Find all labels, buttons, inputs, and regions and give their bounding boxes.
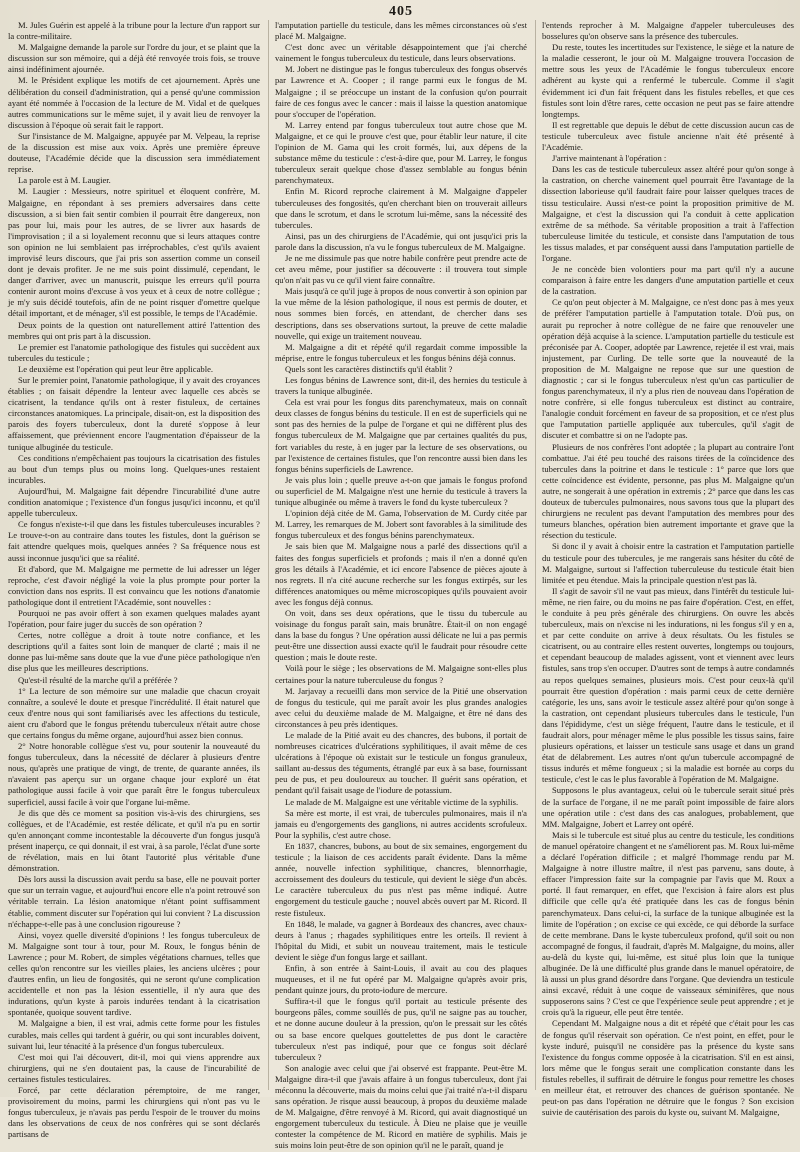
article-paragraph: Quels sont les caractères distinctifs qu'il établit ?	[285, 363, 453, 374]
article-paragraph: Suffira-t-il que le fongus qu'il portait au testicule présente des bourgeons pâles, comme souillés de pus, qu'il ne saigne pas au toucher, et ne donne aucune douleur à la pression, qu'on le pressait sur les côtés ou sa base encore quelques gouttelettes de pus dont le caractère tuberculeux n'est pas indiqué, pour que ce fongus soit déclaré tuberculeux ?	[275, 996, 527, 1062]
article-paragraph: 2° Notre honorable collègue s'est vu, pour soutenir la nouveauté du fongus tuberculeux, dans la nécessité de déclarer à plusieurs d'entre nous, qu'après une pratique de vingt, de trente, de quarante années, ils n'avaient pas aperçu sur un organe chaque jour exploré un état pathologique aussi facile à voir que paraît être le fongus tuberculeux superficiel, aussi facile à voir que l'organe lui-même.	[8, 741, 260, 807]
article-paragraph: C'est donc avec un véritable désappointement que j'ai cherché vainement le fongus tuberculeux du testicule, dans leurs observations.	[275, 42, 527, 64]
article-paragraph: Aujourd'hui, M. Malgaigne fait dépendre l'incurabilité d'une autre condition anatomique ; l'existence d'un fongus jusqu'ici inconnu, et qu'il appelle tuberculeux.	[8, 485, 260, 519]
article-paragraph: Le deuxième est l'opération qui peut leur être applicable.	[18, 363, 214, 374]
article-paragraph: l'amputation partielle du testicule, dans les mêmes circonstances où s'est placé M. Malgaigne.	[275, 20, 527, 42]
article-paragraph: Sa mère est morte, il est vrai, de tubercules pulmonaires, mais il n'a jamais eu d'engorgements des ganglions, ni autres accidents scrofuleux. Pour la syphilis, c'est autre chose.	[275, 807, 527, 840]
article-paragraph: Pourquoi ne pas avoir offert à son examen quelques malades ayant l'opération, pour faire juger du succès de son opération ?	[8, 607, 260, 630]
article-paragraph: 1° La lecture de son mémoire sur une maladie que chacun croyait connaître, a soulevé le doute et presque l'incrédulité. Il était naturel que ceux d'entre nous qui sont familiarisés avec les affections du testicule, aient cru d'abord que le fongus prétendu tuberculeux n'était autre chose que certains fongus du même organe, aujourd'hui assez bien connus.	[8, 685, 260, 740]
article-paragraph: En 1848, le malade, va gagner à Bordeaux des chancres, avec chaux-deurs à l'anus ; rhagades syphilitiques entre les orteils. Il revient à l'hôpital du Midi, et subit un nouveau traitement, mais le testicule devient le siège d'un fongus large et saillant.	[275, 918, 527, 962]
article-paragraph: Enfin M. Ricord reproche clairement à M. Malgaigne d'appeler tuberculeuses des fongosités, qu'en cherchant bien on trouverait ailleurs que dans le scrotum, et dans le scrotum lui-même, sans la nécessité des tubercules.	[275, 186, 527, 230]
article-paragraph: Voilà pour le siège ; les observations de M. Malgaigne sont-elles plus certaines pour la nature tuberculeuse du fongus ?	[275, 663, 527, 685]
article-paragraph: Certes, notre collègue a droit à toute notre confiance, et les descriptions qu'il a faites sont loin de manquer de clarté ; mais il ne donne pas lui-même sans doute que la vue d'une pièce pathologique n'en dise plus que les meilleures descriptions.	[8, 630, 260, 674]
article-paragraph: Ces conditions n'empêchaient pas toujours la cicatrisation des fistules au bout d'un temps plus ou moins long. Quelques-unes restaient incurables.	[8, 452, 260, 485]
article-paragraph: Ainsi, voyez quelle diversité d'opinions ! les fongus tuberculeux de M. Malgaigne sont tour à tour, pour M. Roux, le fongus bénin de Lawrence ; pour M. Robert, de simples végétations charnues, telles que celles qu'on rencontre sur les vieilles plaies, les anciens ulcères ; pour d'autres enfin, un lieu de fongosités, qui ne seront qu'une complication accidentelle et non pas la lésion essentielle, il n'y aura que des indurations, qu'un kyste à parois indurées tendant à la cicatrisation spontanée, quoique souvent tardive.	[8, 929, 260, 1018]
article-paragraph: Le premier est l'anatomie pathologique des fistules qui succèdent aux tubercules du testicule ;	[8, 341, 260, 363]
article-paragraph: Du reste, toutes les incertitudes sur l'existence, le siège et la nature de la maladie cesseront, le jour où M. Malgaigne trouvera l'occasion de mettre sous les yeux de l'Académie le fongus tuberculeux encore adhérent au kyste qui a renfermé le tubercule. Comme il s'agit évidemment ici d'un fait fréquent dans les fistules rebelles, et que ces fistules sont loin d'être rares, cette occasion ne peut pas se faire attendre longtemps.	[542, 42, 794, 119]
article-paragraph: Sur l'insistance de M. Malgaigne, appuyée par M. Velpeau, la reprise de la discussion est mise aux voix. Après une première épreuve douteuse, l'Académie décide que la discussion sera immédiatement reprise.	[8, 130, 260, 175]
article-paragraph: Forcé, par cette déclaration péremptoire, de me ranger, provisoirement du moins, parmi les chirurgiens qui n'ont pas vu le fongus tuberculeux, je n'avais pas perdu l'espoir de le trouver du moins dans les observations de ceux de nos confrères qui se sont déclarés partisans de	[8, 1085, 260, 1140]
article-paragraph: Je ne concède bien volontiers pour ma part qu'il n'y a aucune comparaison à faire entre les dangers d'une amputation partielle et ceux de la castration.	[542, 264, 794, 297]
text-column-1	[8, 20, 260, 1140]
article-paragraph: En 1837, chancres, bubons, au bout de six semaines, engorgement du testicule ; la liaison de ces accidents paraît évidente. Dans la même année, nouvelle infection syphilitique, chancres, blennorrhagie, accroissement des douleurs du testicule, qui devient le siège d'un abcès. Le caractère tuberculeux du pus n'est pas même indiqué. Autre engorgement du testicule gauche ; nouvel abcès ouvert par M. Ricord. Il reste fistuleux.	[275, 840, 527, 918]
article-paragraph: Sur le premier point, l'anatomie pathologique, il y avait des croyances établies ; on faisait dépendre la lenteur avec laquelle ces abcès se cicatrisent, la tendance qu'ils ont à rester fistuleux, de certaines circonstances anatomiques. La principale, disait-on, est la disposition des parois des foyers tuberculeux, dont la dureté s'oppose à leur affaissement, que préviennent encore l'augmentation d'épaisseur de la tunique albuginée du testicule.	[8, 375, 260, 452]
article-paragraph: Deux points de la question ont naturellement attiré l'attention des membres qui ont pris part à la discussion.	[8, 319, 260, 341]
article-paragraph: M. Jobert ne distingue pas le fongus tuberculeux des fongus observés par Lawrence et A. Cooper ; il range parmi eux le fongus de M. Malgaigne ; il se préoccupe un instant de la confusion qu'on pourrait faire de ces fongus avec le cancer : mais il laisse la question anatomique pour s'occuper de l'opération.	[275, 64, 527, 119]
article-paragraph: M. Jarjavay a recueilli dans mon service de la Pitié une observation de fongus du testicule, qui me paraît avoir les plus grandes analogies avec celui du deuxième malade de M. Malgaigne, et être né dans des circonstances à peu près identiques.	[275, 685, 527, 729]
article-paragraph: Son analogie avec celui que j'ai observé est frappante. Peut-être M. Malgaigne dira-t-il que j'avais affaire à un fongus tuberculeux, dont j'ai méconnu la découverte, mais du moins celui que j'ai traité n'a-t-il disparu sans opération. Je risque aussi beaucoup, à propos du deuxième malade de M. Malgaigne, d'être renvoyé à M. Ricord, qui avait diagnostiqué un engorgement tuberculeux du testicule. À Dieu ne plaise que je veuille contester la compétence de M. Ricord en matière de syphilis. Mais je suis moins loin peut-être de son opinion qu'il ne le paraît, quand je	[275, 1062, 527, 1151]
article-paragraph: Si donc il y avait à choisir entre la castration et l'amputation partielle du testicule pour des tubercules, je me rangerais sans hésiter du côté de M. Malgaigne, surtout si l'affection tuberculeuse du testicule était bien limitée et peu étendue. Mais la principale question n'est pas là.	[542, 541, 794, 585]
article-paragraph: Je sais bien que M. Malgaigne nous a parlé des dissections qu'il a faites des fongus superficiels et profonds ; mais il n'en a donné qu'en gros les détails à l'Académie, et ici encore l'absence de pièces ajoute à nos regrets. Il n'a cité aucune recherche sur les fongus extirpés, sur les différences anatomiques ou même microscopiques qu'ils pouvaient avoir avec les fongus déjà connus.	[275, 541, 527, 607]
article-paragraph: Les fongus bénins de Lawrence sont, dit-il, des hernies du testicule à travers la tunique albuginée.	[275, 375, 527, 397]
article-paragraph: Le malade de M. Malgaigne est une véritable victime de la syphilis.	[285, 796, 519, 807]
article-paragraph: Je dis que dès ce moment sa position vis-à-vis des chirurgiens, ses collègues, et de l'Académie, est restée délicate, et qu'il n'a pu en sortir qu'en annonçant comme incontestable la découverte d'un fongus jusqu'à présent inaperçu, ce qui donnait, il est vrai, à sa parole, l'éclat d'une sorte de révélation, mais en lui ôtant l'autorité plus véritable d'une démonstration.	[8, 807, 260, 874]
article-paragraph: Il est regrettable que depuis le début de cette discussion aucun cas de testicule tuberculeux avec fistule ancienne n'ait été présenté à l'Académie.	[542, 119, 794, 153]
page-number: 405	[389, 4, 413, 19]
article-paragraph: Mais si le tubercule est situé plus au centre du testicule, les conditions de manuel opératoire changent et ne s'améliorent pas. M. Roux lui-même a déclaré l'opération difficile ; et malgré l'hommage rendu par M. Malgaigne à notre illustre maître, il n'est pas parvenu, sans doute, à effacer l'impression faite sur la compagnie par l'avis que M. Roux a porté. Il faut remarquer, en effet, que l'excision à faire alors est plus difficile que celle qu'a été pratiquée dans les cas de fongus bénin parenchymateux. Dans celui-ci, la surface de la tunique albuginée est la limite de l'opération ; on excise ce qui excède, ce qui déborde la surface de cette membrane. Dans le kyste tuberculeux profond, qu'il soit ou non accompagné de fongus, il faudrait, d'après M. Malgaigne, du moins, aller au-delà du kyste qui, lui-même, est situé plus loin que la tunique albuginée. De là une difficulté plus grande dans le manuel opératoire, de là aussi un plus grand désordre dans l'organe. Que deviendra un testicule ainsi excavé, réduit à une coque de vaisseaux séminifères, que nous supposerons sains ? C'est ce que l'expérience seule peut apprendre ; et je crois qu'à la rigueur, elle peut être tentée.	[542, 829, 794, 1018]
article-paragraph: Enfin, à son entrée à Saint-Louis, il avait au cou des plaques muqueuses, et il ne fut opéré par M. Malgaigne qu'après avoir pris, pendant quinze jours, du proto-iodure de mercure.	[275, 962, 527, 996]
article-paragraph: M. le Président explique les motifs de cet ajournement. Après une délibération du conseil d'administration, qui a pensé qu'une commission ayant été nommée à l'occasion de la lecture de M. Vidal et de quelques autres communications sur le même sujet, il y avait lieu de renvoyer la discussion à l'époque où serait fait le rapport.	[8, 75, 260, 130]
article-paragraph: Je ne me dissimule pas que notre habile confrère peut prendre acte de cet aveu même, pour justifier sa découverte : il trouvera tout simple qu'on n'ait pas vu ce qu'il vient faire connaître.	[275, 252, 527, 286]
article-paragraph: Ce fongus n'existe-t-il que dans les fistules tuberculeuses incurables ? Le trouve-t-on au contraire dans toutes les fistules, dont la guérison se fait attendre quelques mois, quelques années ? Sa fréquence nous est aussi inconnue jusqu'ici que sa réalité.	[8, 519, 260, 563]
article-paragraph: Et d'abord, que M. Malgaigne me permette de lui adresser un léger reproche, c'est d'avoir négligé la voie la plus prompte pour porter la conviction dans nos esprits. Il est convaincu que les notions d'anatomie pathologique dont il entretient l'Académie, sont nouvelles :	[8, 563, 260, 607]
article-paragraph: Le malade de la Pitié avait eu des chancres, des bubons, il portait de nombreuses cicatrices d'ulcérations syphilitiques, il avait même de ces ulcérations à l'époque où existait sur le testicule un fongus granuleux, saillant au-dessus des téguments, étranglé par eux à sa base, fournissant peu de pus, et peu douloureux au toucher. Il guérit sans opération, et pendant qu'il faisait usage de l'iodure de potassium.	[275, 730, 527, 796]
article-paragraph: Plusieurs de nos confrères l'ont adoptée ; la plupart au contraire l'ont combattue. J'ai été peu touché des raisons tirées de la coïncidence des tubercules dans la poitrine et dans le testicule : 1° parce que lors que cette coïncidence est évidente, personne, pas plus M. Malgaigne qu'un autre, ne songerait à une opération in extremis ; 2° parce que dans les cas douteux de tubercules pulmonaires, nous savons tous que la plupart des chirurgiens ne reculent pas devant l'amputation des membres pour des tumeurs blanches, opération bien autrement importante et grave que la résection du testicule.	[542, 441, 794, 541]
article-paragraph: l'entends reprocher à M. Malgaigne d'appeler tuberculeuses des bosselures qu'on observe sans la présence des tubercules.	[542, 20, 794, 42]
article-paragraph: C'est moi qui l'ai découvert, dit-il, moi qui viens apprendre aux chirurgiens, qui ne s'en doutaient pas, la cause de l'incurabilité de certaines fistules testiculaires.	[8, 1051, 260, 1084]
text-columns	[8, 20, 795, 1151]
article-paragraph: Supposons le plus avantageux, celui où le tubercule serait situé près de la surface de l'organe, il ne me paraît point impossible de faire alors une opération utile : c'est dans des cas analogues, probablement, que MM. Malgaigne, Jobert et Larrey ont opéré.	[542, 785, 794, 829]
article-paragraph: M. Malgaigne a dit et répété qu'il regardait comme impossible la méprise, entre le fongus tuberculeux et les fongus bénins déjà connus.	[275, 341, 527, 363]
article-paragraph: Il s'agit de savoir s'il ne vaut pas mieux, dans l'intérêt du testicule lui-même, ne rien faire, ou du moins ne pas faire d'opération. C'est, en effet, le conduite à peu près générale des chirurgiens. On ouvre les abcès tuberculeux, mais on n'excise ni les indurations, ni les fongus s'il y en a, et par cette conduite on arrive à deux résultats. Ou les fistules se cicatrisent, ou au contraire elles restent ouvertes, longtemps ou toujours, et cependant beaucoup de malades agissent, vont et viennent avec leurs fistules, sans trop s'en occuper. D'autres sont de temps à autre condamnés au repos quelques semaines, plusieurs mois. C'est pour ceux-là qu'il pourrait être question d'opération : mais parmi ceux de cette dernière catégorie, les uns, sans avoir le testicule assez altéré pour qu'on songe à la castration, ont cependant plusieurs tubercules dans le testicule, l'un dans l'épididyme, c'est un siège fréquent, l'autre dans le testicule, et il faudrait alors, pour ménager même le plus possible les tissus sains, faire plusieurs opérations, et laisser un testicule sans usage et dans un grand état de délabrement. Les autres n'ont qu'un tubercule accompagné de tissus indurés et même fongueux ; si la maladie est bornée au corps du testicule, c'est le cas le plus favorable à l'opération de M. Malgaigne.	[542, 585, 795, 785]
article-paragraph: L'opinion déjà citée de M. Gama, l'observation de M. Curdy citée par M. Larrey, les remarques de M. Jobert sont favorables à la similitude des fongus tuberculeux et des fongus bénins parenchymateux.	[275, 508, 527, 541]
article-paragraph: M. Laugier : Messieurs, notre spirituel et éloquent confrère, M. Malgaigne, en répondant à ses premiers adversaires dans cette discussion, a si bien fait sentir combien il pourrait être dangereux, non pas pour lui, mais pour les autres, de se livrer aux hasards de l'improvisation ; il a si loyalement reconnu que si leurs attaques contre son opinion ne lui semblaient pas irréprochables, c'est qu'ils avaient improvisé leurs discours, que j'ai pris son assertion comme un conseil dont je devais profiter. Je ne me suis point dissimulé, cependant, le danger d'arriver, avec un manuscrit, puisque les erreurs qu'il pourra contenir auront moins d'excuse à vos yeux et à ceux de notre collègue ; je m'y suis décidé toutefois, afin de ne point risquer d'omettre quelque détail important, et de ménager, s'il est possible, le temps de l'Académie.	[8, 186, 260, 319]
article-paragraph: M. Larrey entend par fongus tuberculeux tout autre chose que M. Malgaigne, et ce qui le prouve c'est que, pour établir leur nature, il cite l'opinion de M. Gama qui les croit formés, lui, aux dépens de la substance même du testicule : c'est-à-dire que, pour M. Larrey, le fongus tuberculeux serait quelque chose d'assez semblable au fongus bénin parenchymateux.	[275, 119, 527, 186]
article-paragraph: Cependant M. Malgaigne nous a dit et répété que c'était pour les cas de fongus qu'il réservait son opération. Ce n'est point, en effet, pour le kyste induré, puisqu'il ne considère pas la présence du kyste sans l'existence du fongus comme opposée à la cicatrisation. S'il en est ainsi, lors même que le fongus serait une complication constante dans les fistules rebelles, il suffirait de détruire le fongus pour remettre les choses en meilleur état, et retrouver des chances de guérison spontanée. Ne peut-on pas dans l'opération ne détruire que le fongus ? Son excision suivie de cautérisation des parois du kyste ou, suivant M. Malgaigne,	[542, 1018, 794, 1118]
article-paragraph: La parole est à M. Laugier.	[18, 175, 111, 186]
article-paragraph: J'arrive maintenant à l'opération :	[552, 153, 667, 164]
text-column-3	[535, 20, 795, 1118]
article-paragraph: Qu'est-il résulté de la marche qu'il a préférée ?	[18, 674, 178, 685]
article-paragraph: Je vais plus loin ; quelle preuve a-t-on que jamais le fongus profond ou superficiel de M. Malgaigne n'est une hernie du testicule à travers la tunique albuginée ou même à travers le fond du kyste tuberculeux ?	[275, 474, 527, 508]
article-paragraph: Ce qu'on peut objecter à M. Malgaigne, ce n'est donc pas à mes yeux de préférer l'amputation partielle à l'amputation totale. D'où pus, on aurait pu reprocher à notre collègue de ne faire que renouveler une opération déjà acquise à la science. L'amputation partielle du testicule est préconisée par A. Cooper, adoptée par Lawrence, rejetée il est vrai, mais injustement, par Curling. De telle sorte que la nouveauté de la proposition de M. Malgaigne ne repose que sur une question de diagnostic ; car si le fongus tuberculeux n'est qu'un cas particulier de fongus parenchymateux, il n'y a plus rien de nouveau dans l'opération de notre confrère, si elle fongus tuberculeux est distinct au contraire, l'analogie conduit forcément en faveur de sa proposition, et ce n'est plus que l'amputation partielle appliquée aux tubercules, qu'il s'agit de discuter et combattre si on ne l'adopte pas.	[542, 297, 794, 441]
article-paragraph: M. Malgaigne a bien, il est vrai, admis cette forme pour les fistules curables, mais celles qui tardent à guérir, ou qui sont incurables doivent, suivant lui, leur ténacité à la présence d'un fongus tuberculeux.	[8, 1018, 260, 1051]
article-paragraph: Dans les cas de testicule tuberculeux assez altéré pour qu'on songe à la castration, on cherche vainement quel pourrait être l'avantage de la dissection laborieuse qu'il faudrait faire pour laisser quelques traces de tissu testiculaire. Aussi n'est-ce point la proposition primitive de M. Malgaigne, et c'est la discussion qui l'a conduit à cette application extrême de sa méthode. Sa véritable proposition a trait à l'affection tuberculeuse limitée du testicule, et consiste dans l'amputation de tous les tissus malades, et par conséquent aussi dans l'amputation partielle de l'organe.	[542, 164, 794, 263]
article-paragraph: Cela est vrai pour les fongus dits parenchymateux, mais on connaît deux classes de fongus bénins du testicule. Il en est de superficiels qui ne sont pas des hernies de la pulpe de l'organe et qui ne diffèrent plus des fongus tuberculeux de M. Malgaigne que par certaines qualités du pus, fort variables du reste, à en juger par la lecture de ses observations, ou par l'existence de certaines fistules, que l'on rencontre aussi bien dans les fongus bénins superficiels de Lawrence.	[275, 397, 527, 474]
article-paragraph: M. Malgaigne demande la parole sur l'ordre du jour, et se plaint que la discussion sur son mémoire, qui a déjà été renvoyée trois fois, se trouve ainsi indéfiniment ajournée.	[8, 42, 260, 75]
article-paragraph: Mais jusqu'à ce qu'il juge à propos de nous convertir à son opinion par la vue même de la lésion pathologique, il nous est permis de douter, et nous sommes bien forcés, en attendant, de chercher dans ses descriptions, dans ses observations surtout, la preuve de cette maladie nouvelle, qui exige un traitement nouveau.	[275, 286, 528, 341]
article-paragraph: Dès lors aussi la discussion avait perdu sa base, elle ne pouvait porter que sur un terrain vague, et aujourd'hui encore elle n'a point retrouvé son véritable terrain. La lésion anatomique n'étant point suffisamment établie, comment discuter sur l'opération qui lui convient ? La discussion n'échappe-t-elle pas à une conclusion rigoureuse ?	[8, 874, 260, 929]
article-paragraph: On voit, dans ses deux opérations, que le tissu du tubercule au voisinage du fongus paraît sain, mais brunâtre. Était-il on non engagé dans la base du fongus ? Une opération aussi délicate ne lui a pas permis peut-être une dissection aussi exacte qu'il le faudrait pour résoudre cette question ; mais le doute reste.	[275, 607, 527, 663]
article-paragraph: Ainsi, pas un des chirurgiens de l'Académie, qui ont jusqu'ici pris la parole dans la discussion, n'a vu le fongus tuberculeux de M. Malgaigne.	[275, 230, 527, 252]
text-column-2	[268, 20, 528, 1151]
article-paragraph: M. Jules Guérin est appelé à la tribune pour la lecture d'un rapport sur la contre-militaire.	[8, 20, 260, 42]
